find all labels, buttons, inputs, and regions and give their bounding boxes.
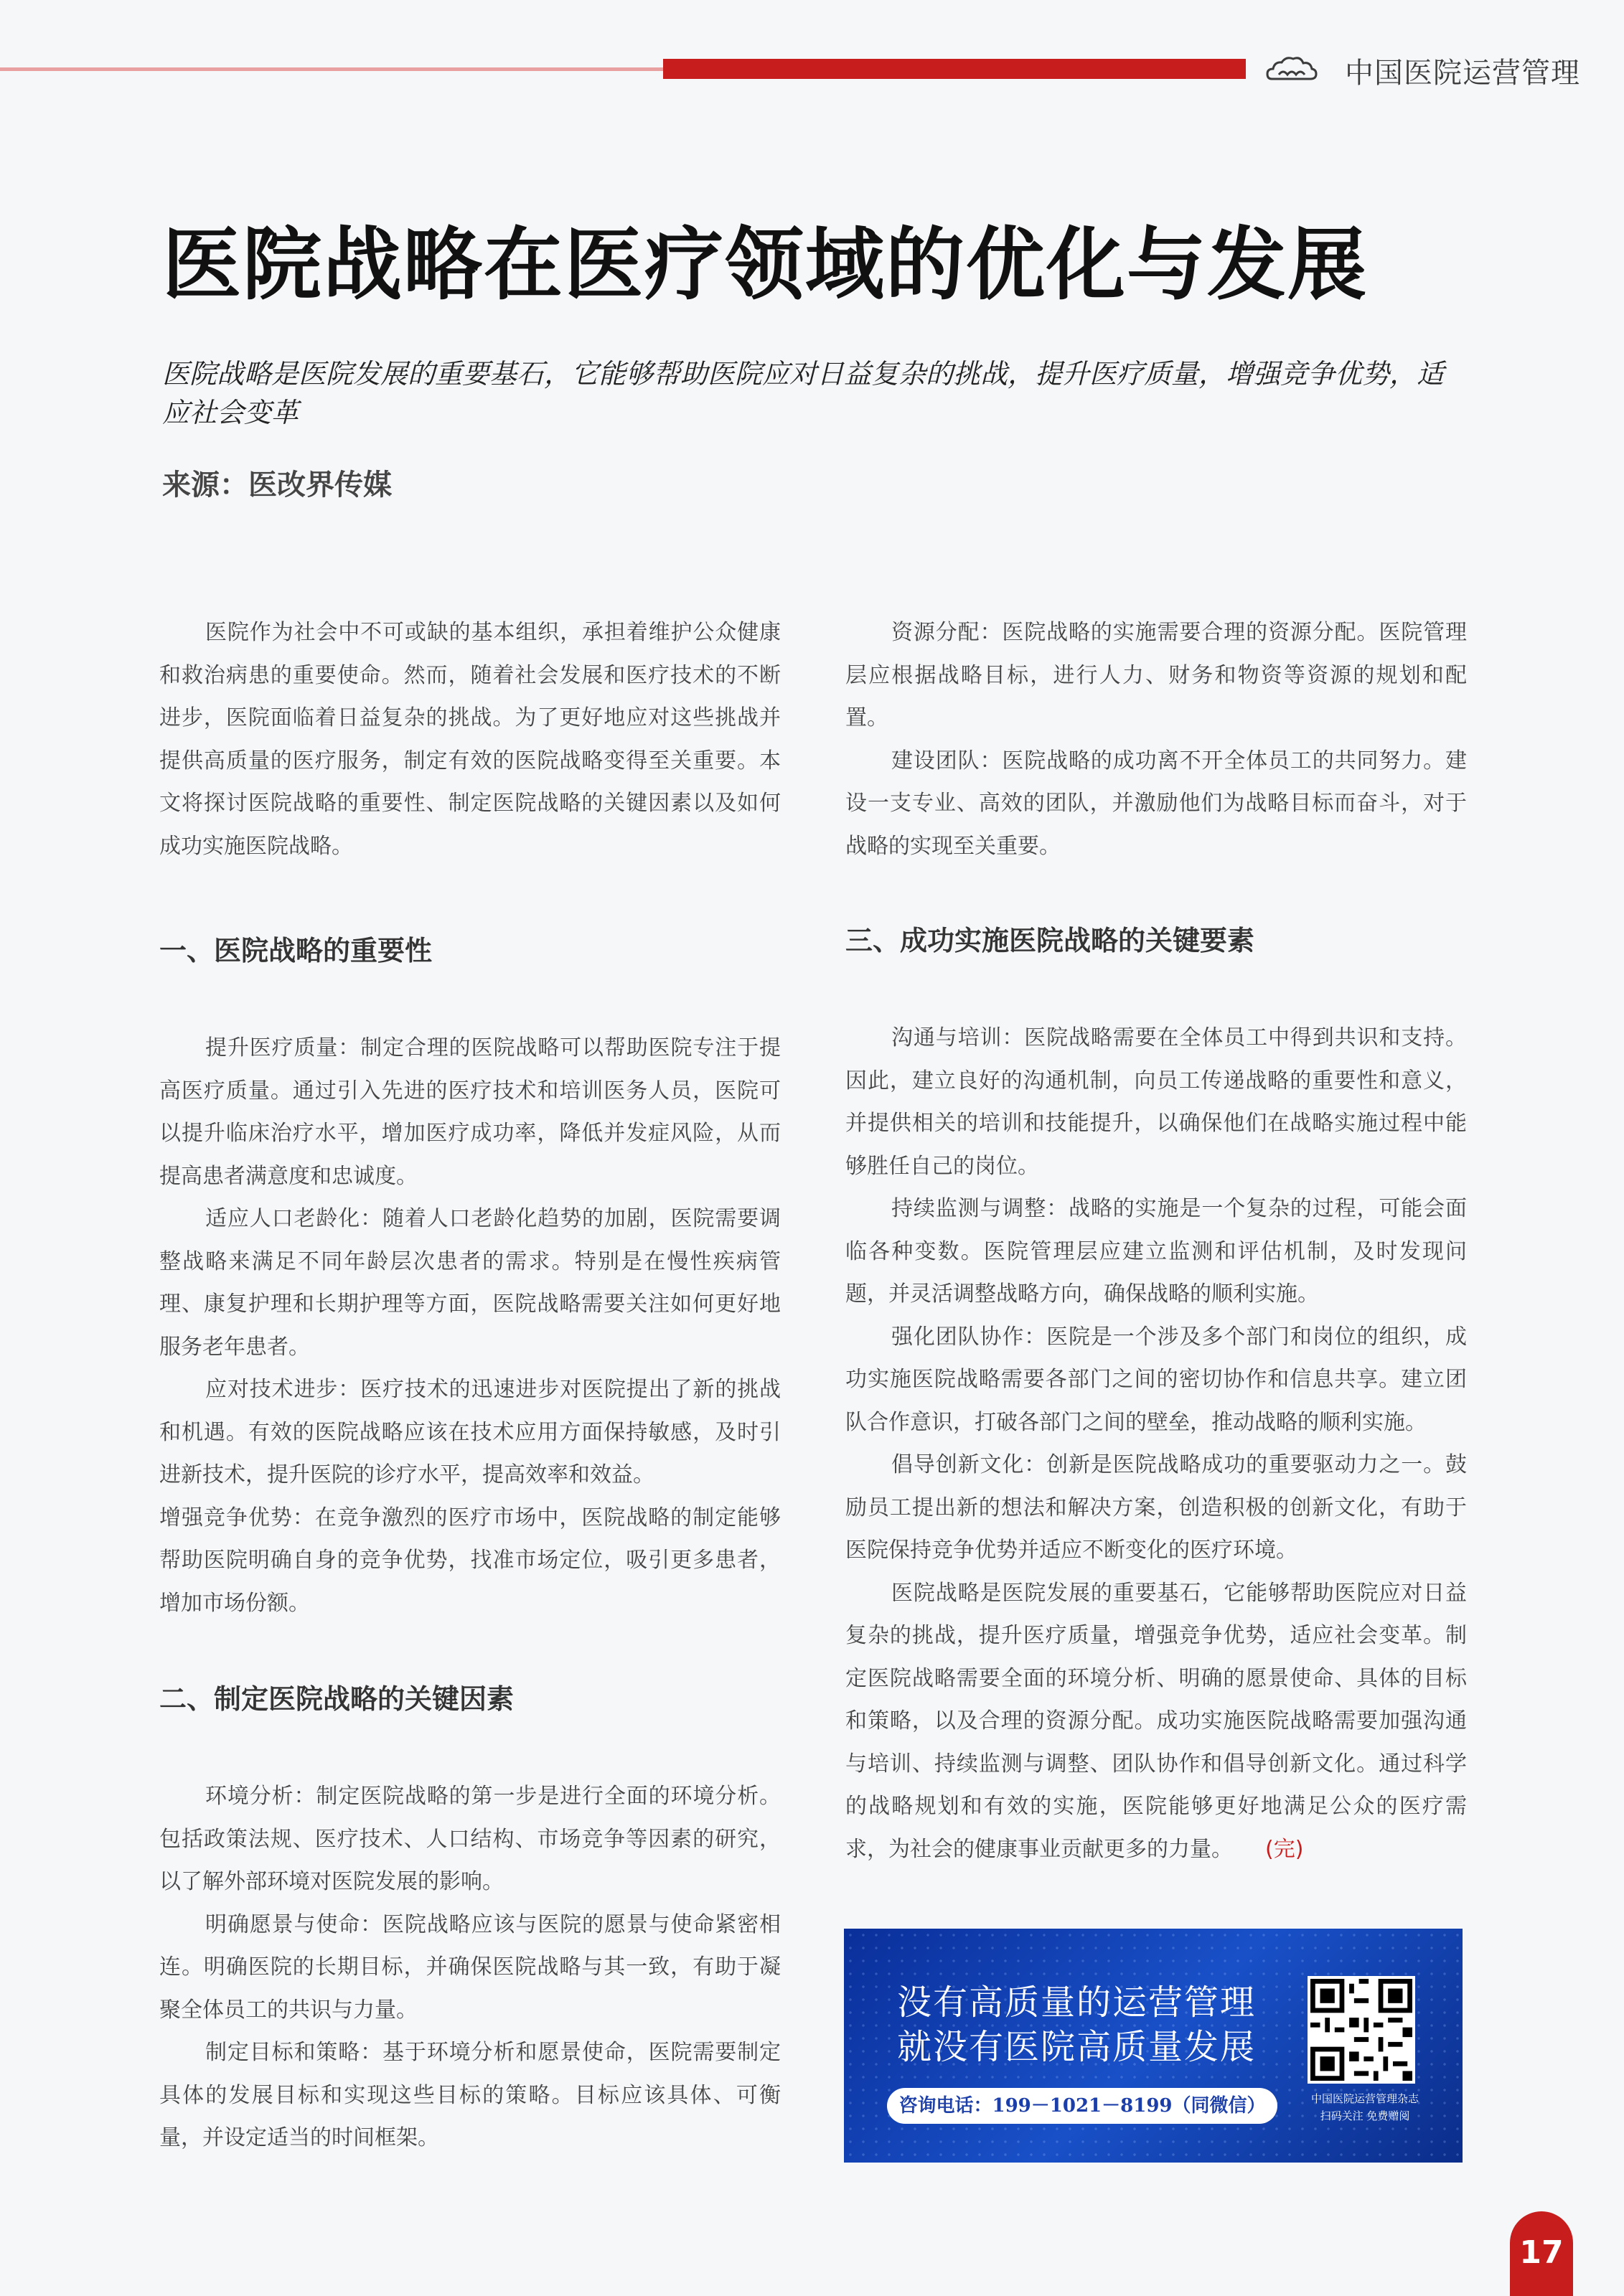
paragraph: 明确愿景与使命：医院战略应该与医院的愿景与使命紧密相连。明确医院的长期目标，并确保医院战略与其一致，有助于凝聚全体员工的共识与力量。	[159, 1911, 781, 2023]
article-source: 来源：医改界传媒	[162, 469, 392, 502]
paragraph: 持续监测与调整：战略的实施是一个复杂的过程，可能会面临各种变数。医院管理层应建立监测和评估机制，及时发现问题，并灵活调整战略方向，确保战略的顺利实施。	[845, 1196, 1467, 1307]
banner-phone: 咨询电话：199－1021－8199（同微信）	[887, 2088, 1277, 2124]
banner-slogan-line2: 就没有医院高质量发展	[897, 2027, 1257, 2067]
qr-code-graphic	[1310, 1979, 1412, 2081]
page-number: 17	[1510, 2211, 1573, 2296]
paragraph: 适应人口老龄化：随着人口老龄化趋势的加剧，医院需要调整战略来满足不同年龄层次患者的需求。特别是在慢性疾病管理、康复护理和长期护理等方面，医院战略需要关注如何更好地服务老年患者。	[159, 1206, 781, 1360]
cloud-logo-icon	[1266, 53, 1318, 85]
paragraph: 倡导创新文化：创新是医院战略成功的重要驱动力之一。鼓励员工提出新的想法和解决方案，创造积极的创新文化，有助于医院保持竞争优势并适应不断变化的医疗环境。	[845, 1452, 1467, 1563]
conclusion-text: 医院战略是医院发展的重要基石，它能够帮助医院应对日益复杂的挑战，提升医疗质量，增强竞争优势，适应社会变革。制定医院战略需要全面的环境分析、明确的愿景使命、具体的目标和策略，以及合理的资源分配。成功实施医院战略需要加强沟通与培训、持续监测与调整、团队协作和倡导创新文化。通过科学的战略规划和有效的实施，医院能够更好地满足公众的医疗需求，为社会的健康事业贡献更多的力量。	[845, 1580, 1467, 1862]
promo-banner[interactable]	[844, 1929, 1463, 2163]
magazine-name: 中国医院运营管理	[1345, 57, 1580, 90]
header-rule-thin	[0, 67, 663, 71]
qr-caption-2: 扫码关注 免费赠阅	[1320, 2109, 1410, 2122]
header-rule-red	[663, 59, 1246, 79]
end-mark: (完)	[1265, 1836, 1304, 1862]
left-column	[159, 611, 781, 2160]
qr-caption-1: 中国医院运营管理杂志	[1310, 2092, 1419, 2105]
paragraph: 沟通与培训：医院战略需要在全体员工中得到共识和支持。因此，建立良好的沟通机制，向员工传递战略的重要性和意义，并提供相关的培训和技能提升，以确保他们在战略实施过程中能够胜任自己的岗位。	[845, 1025, 1467, 1179]
paragraph: 应对技术进步：医疗技术的迅速进步对医院提出了新的挑战和机遇。有效的医院战略应该在技术应用方面保持敏感，及时引进新技术，提升医院的诊疗水平，提高效率和效益。	[159, 1377, 781, 1487]
paragraph: 提升医疗质量：制定合理的医院战略可以帮助医院专注于提高医疗质量。通过引入先进的医疗技术和培训医务人员，医院可以提升临床治疗水平，增加医疗成功率，降低并发症风险，从而提高患者满意度和忠诚度。	[159, 1035, 781, 1189]
paragraph: 资源分配：医院战略的实施需要合理的资源分配。医院管理层应根据战略目标，进行人力、财务和物资等资源的规划和配置。	[845, 620, 1467, 730]
paragraph: 强化团队协作：医院是一个涉及多个部门和岗位的组织，成功实施医院战略需要各部门之间的密切协作和信息共享。建立团队合作意识，打破各部门之间的壁垒，推动战略的顺利实施。	[845, 1324, 1467, 1435]
paragraph: 制定目标和策略：基于环境分析和愿景使命，医院需要制定具体的发展目标和实现这些目标的策略。目标应该具体、可衡量，并设定适当的时间框架。	[159, 2040, 781, 2150]
right-column	[845, 611, 1467, 1871]
paragraph: 增强竞争优势：在竞争激烈的医疗市场中，医院战略的制定能够帮助医院明确自身的竞争优势，找准市场定位，吸引更多患者，增加市场份额。	[159, 1505, 781, 1616]
section-heading-2: 二、制定医院战略的关键因素	[159, 1683, 515, 1715]
paragraph: 环境分析：制定医院战略的第一步是进行全面的环境分析。包括政策法规、医疗技术、人口结构、市场竞争等因素的研究，以了解外部环境对医院发展的影响。	[159, 1784, 781, 1894]
section-heading-3: 三、成功实施医院战略的关键要素	[845, 925, 1255, 956]
conclusion-paragraph	[845, 1572, 1467, 1871]
intro-paragraph: 医院作为社会中不可或缺的基本组织，承担着维护公众健康和救治病患的重要使命。然而，随着社会发展和医疗技术的不断进步，医院面临着日益复杂的挑战。为了更好地应对这些挑战并提供高质量的医疗服务，制定有效的医院战略变得至关重要。本文将探讨医院战略的重要性、制定医院战略的关键因素以及如何成功实施医院战略。	[159, 620, 781, 859]
qr-code-icon[interactable]	[1308, 1976, 1415, 2084]
banner-slogan-line1: 没有高质量的运营管理	[897, 1982, 1257, 2023]
section-heading-1: 一、医院战略的重要性	[159, 935, 433, 966]
article-title: 医院战略在医疗领域的优化与发展	[162, 219, 1368, 311]
paragraph: 建设团队：医院战略的成功离不开全体员工的共同努力。建设一支专业、高效的团队，并激励他们为战略目标而奋斗，对于战略的实现至关重要。	[845, 748, 1467, 859]
article-subtitle: 医院战略是医院发展的重要基石，它能够帮助医院应对日益复杂的挑战，提升医疗质量，增强竞争优势，适应社会变革	[162, 358, 1445, 428]
